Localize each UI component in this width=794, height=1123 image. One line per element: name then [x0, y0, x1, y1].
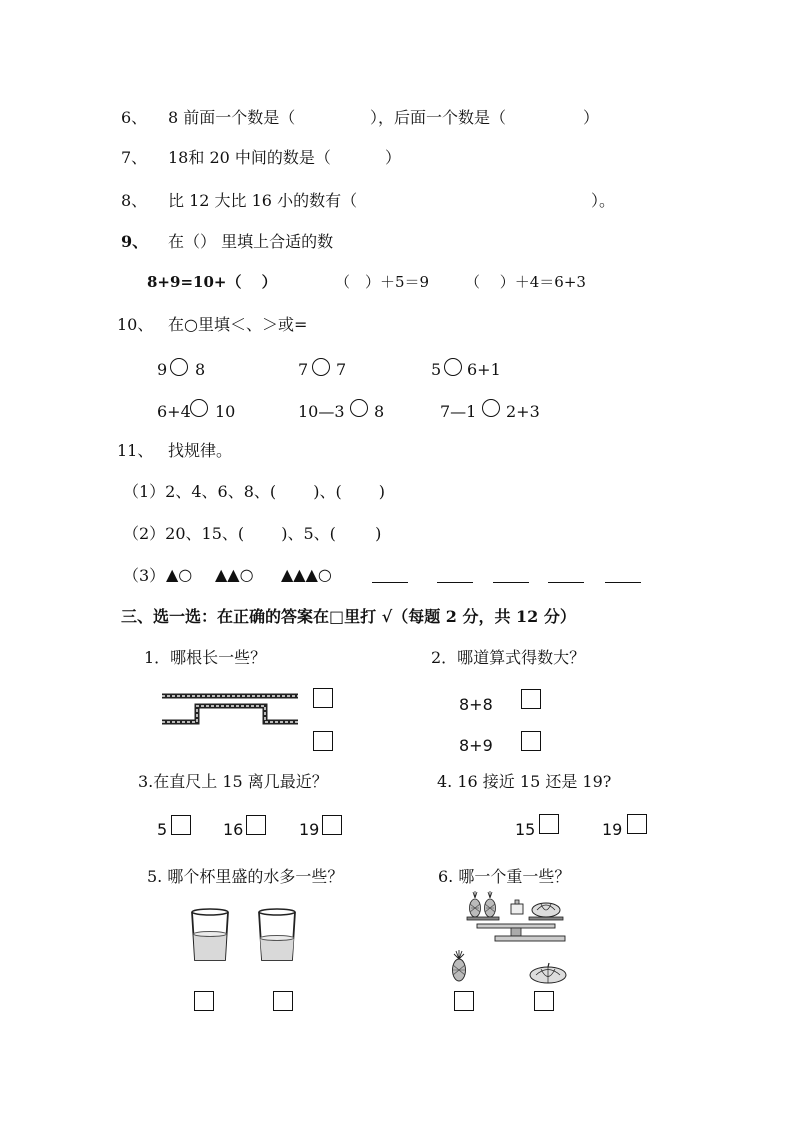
q6-text-b: ），后面一个数是（ — [370, 108, 507, 127]
s3-question: 3.在直尺上 15 离几最近？ — [138, 772, 328, 791]
q9-equation-2: （ ）＋5＝9 — [335, 273, 430, 291]
q8-text-b: ）。 — [591, 191, 616, 210]
s5-checkbox-2[interactable] — [273, 991, 293, 1011]
q10-text: 在○里填＜、＞或= — [168, 315, 308, 334]
s3-option-2: 16 — [223, 820, 244, 839]
s1-checkbox-2[interactable] — [313, 731, 333, 751]
q11-number: 11、 — [117, 441, 154, 460]
pattern-blank-3[interactable] — [493, 582, 529, 583]
s5-question: 5. 哪个杯里盛的水多一些？ — [147, 867, 344, 886]
pattern-blank-2[interactable] — [437, 582, 473, 583]
q11-text: 找规律。 — [168, 441, 233, 460]
q10-right-3: 6+1 — [467, 360, 501, 379]
s4-question: 4. 16 接近 15 还是 19? — [437, 772, 612, 791]
section-3-title: 三、选一选：在正确的答案在□里打 √（每题 2 分，共 12 分） — [121, 607, 576, 626]
q10-left-2: 7 — [298, 360, 309, 379]
q10-left-6: 7—1 — [440, 402, 477, 421]
pineapple-icon — [450, 950, 468, 982]
s2-checkbox-1[interactable] — [521, 689, 541, 709]
q9-number: 9、 — [121, 232, 149, 251]
compare-circle-1[interactable] — [170, 358, 188, 376]
q8-text-a: 比 12 大比 16 小的数有（ — [168, 191, 358, 210]
q9-equation-3: （ ）＋4＝6+3 — [465, 273, 586, 291]
q6-number: 6、 — [121, 108, 148, 127]
q6-text-c: ） — [583, 108, 600, 127]
q10-right-5: 8 — [374, 402, 385, 421]
cup-2-icon — [257, 908, 297, 963]
q8-number: 8、 — [121, 191, 148, 210]
s6-checkbox-1[interactable] — [454, 991, 474, 1011]
q10-left-1: 9 — [157, 360, 168, 379]
pumpkin-icon — [528, 962, 568, 984]
s5-checkbox-1[interactable] — [194, 991, 214, 1011]
pattern-blank-1[interactable] — [372, 582, 408, 583]
q10-left-5: 10—3 — [298, 402, 345, 421]
s4-checkbox-2[interactable] — [627, 814, 647, 834]
s3-checkbox-2[interactable] — [246, 815, 266, 835]
s2-question: 2．哪道算式得数大？ — [431, 648, 586, 667]
q10-left-3: 5 — [431, 360, 442, 379]
q10-right-6: 2+3 — [506, 402, 540, 421]
q10-right-4: 10 — [215, 402, 236, 421]
balance-scale-icon — [465, 890, 567, 945]
s4-option-2: 19 — [602, 820, 623, 839]
pattern-group-1: ▲○ — [166, 565, 193, 584]
q11-part-3-label: （3） — [123, 566, 166, 585]
pattern-blank-5[interactable] — [605, 582, 641, 583]
q11-part-1: （1）2、4、6、8、( )、( ) — [123, 482, 386, 501]
q6-text-a: 8 前面一个数是（ — [168, 108, 296, 127]
q11-part-2b: ) — [338, 524, 382, 543]
s3-checkbox-1[interactable] — [171, 815, 191, 835]
s4-option-1: 15 — [515, 820, 536, 839]
q11-part-2a: （2）20、15、( )、5、( — [123, 524, 336, 543]
s1-question: 1．哪根长一些？ — [144, 648, 267, 667]
compare-circle-5[interactable] — [350, 399, 368, 417]
s2-expression-1: 8+8 — [459, 695, 493, 714]
q7-text-b: ） — [385, 148, 402, 167]
cup-1-icon — [190, 908, 230, 963]
q9-equation-1: 8+9=10+（ ） — [147, 273, 277, 291]
compare-circle-3[interactable] — [444, 358, 462, 376]
q10-right-1: 8 — [195, 360, 206, 379]
s1-checkbox-1[interactable] — [313, 688, 333, 708]
compare-circle-4[interactable] — [190, 399, 208, 417]
s6-checkbox-2[interactable] — [534, 991, 554, 1011]
q10-right-2: 7 — [336, 360, 347, 379]
s3-checkbox-3[interactable] — [322, 815, 342, 835]
q7-number: 7、 — [121, 148, 148, 167]
q7-text-a: 18和 20 中间的数是（ — [168, 148, 331, 167]
q9-text: 在（） 里填上合适的数 — [168, 232, 334, 251]
s3-option-3: 19 — [299, 820, 320, 839]
q10-left-4: 6+4 — [157, 402, 191, 421]
q10-number: 10、 — [117, 315, 154, 334]
pattern-blank-4[interactable] — [548, 582, 584, 583]
compare-circle-2[interactable] — [312, 358, 330, 376]
s4-checkbox-1[interactable] — [539, 814, 559, 834]
s6-question: 6. 哪一个重一些？ — [438, 867, 571, 886]
s3-option-1: 5 — [157, 820, 168, 839]
s2-expression-2: 8+9 — [459, 736, 493, 755]
pattern-group-3: ▲▲▲○ — [281, 565, 332, 584]
pattern-group-2: ▲▲○ — [215, 565, 254, 584]
s2-checkbox-2[interactable] — [521, 731, 541, 751]
compare-circle-6[interactable] — [482, 399, 500, 417]
rope-illustration — [160, 690, 300, 730]
